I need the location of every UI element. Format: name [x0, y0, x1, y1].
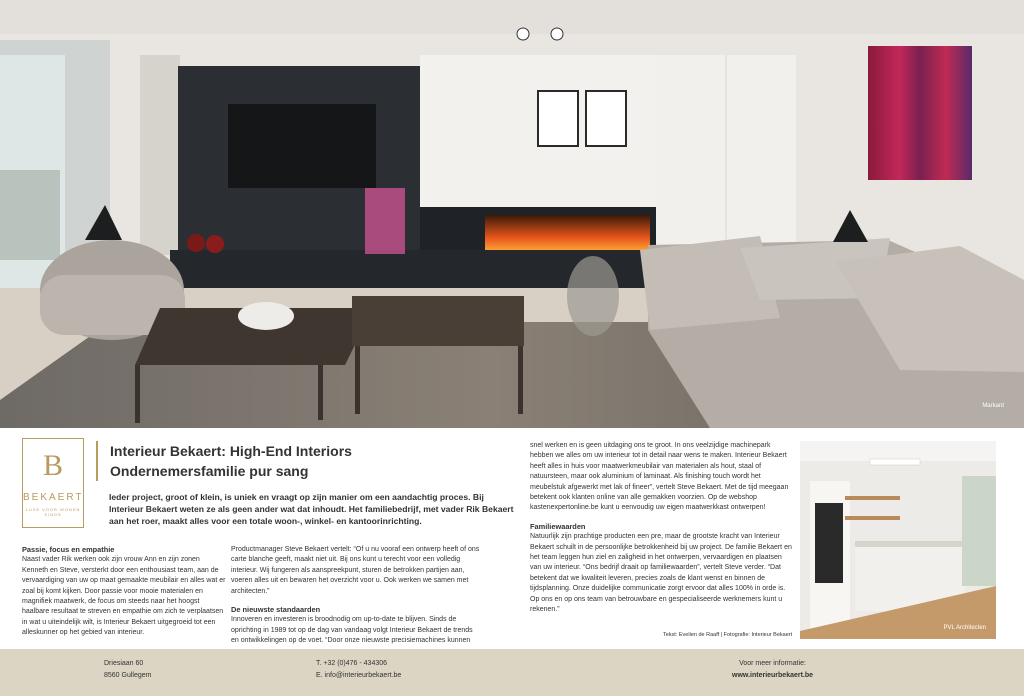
logo-tagline: LUXE VOOR WONEN SINDS	[25, 507, 81, 517]
footer-address	[104, 658, 151, 682]
footer-phone: T. +32 (0)476 - 434306	[316, 660, 388, 667]
section-heading: Familiewaarden	[530, 521, 586, 531]
body-paragraph: Innoveren en investeren is broodnodig om up-to-date te blijven. Sinds de oprichting in 1989 tot op de dag van vandaag volgt Interieur Bekaert de trends en ontwikkelingen op de voet. “Door onze nieuwste precisiemachines kunnen	[231, 616, 473, 645]
footer-contact	[316, 658, 401, 682]
body-paragraph: Natuurlijk zijn prachtige producten een pre, maar de grootste kracht van Interieur Bekaert schuilt in de persoonlijke betrokkenheid bij uw project. De familie Bekaert en het team leggen hun ziel en zaligheid in het ontwerpen, vervaardigen en plaatsen van uw interieur. “Ons bedrijf draait op familiewaarden”, vertelt Steve verder. “Dat betekent dat we kwaliteit leveren, precies zoals de klant wenst en binnen de tijdsplanning. Onze duidelijke communicatie zorgt ervoor dat alles 100% in orde is. Op ons en op ons team van betrouwbare en gespecialiseerde werknemers kunt u rekenen.”	[530, 533, 792, 614]
footer-bar	[0, 649, 1024, 696]
article-headline	[96, 441, 530, 481]
footer-city: 8560 Gullegem	[104, 672, 152, 679]
footer-more-label: Voor meer informatie:	[739, 660, 806, 667]
footer-website: www.interieurbekaert.be	[732, 672, 814, 679]
headline-line-2: Ondernemersfamilie pur sang	[110, 463, 309, 479]
headline-line-1: Interieur Bekaert: High-End Interiors	[110, 443, 352, 459]
column-1	[22, 545, 227, 639]
logo-name: BEKAERT	[23, 492, 84, 503]
logo-letter: B	[42, 449, 63, 482]
article-credits: Tekst: Evelien de Raaff | Fotografie: Interieur Bekaert	[663, 632, 793, 638]
kitchen-photo-credit: PVL Architecten	[943, 625, 986, 631]
footer-email: E. info@interieurbekaert.be	[316, 672, 402, 679]
body-paragraph: snel werken en is geen uitdaging ons te groot. In ons veelzijdige machinepark hebben we alles om uw interieur tot in detail naar wens te maken. Interieur Bekaert heeft alles in huis voor maatwerkmeubilair van materialen als hout, staal of natuursteen, maar ook aluminium of laminaat. Als finishing touch wordt het meubelstuk afgewerkt met lak of fineer”, vertelt Steve Bekaert. Met de tijd meegaan betekent ook klanten online van alle gemakken voorzien. Op de webshop kastenexpertonline.be kunt u eenvoudig uw eigen maatwerkkast ontwerpen!	[530, 442, 789, 512]
column-2	[231, 545, 481, 657]
footer-more-info	[732, 658, 813, 682]
bekaert-logo	[22, 438, 84, 528]
footer-street: Driesiaan 60	[104, 660, 144, 667]
section-heading: De nieuwste standaarden	[231, 605, 321, 615]
column-3	[530, 441, 792, 616]
body-paragraph: Naast vader Rik werken ook zijn vrouw Ann en zijn zonen Kenneth en Steve, versterkt door een enthousiast team, aan de vervaardiging van uw op maat gemaakte meubilair en alles wat er zoal bij komt kijken. Door passie voor mooie materialen en magnifiek maatwerk, de focus om steeds naar het hoogst haalbare resultaat te streven en empathie om zich te verplaatsen in wat u uiteindelijk wilt, is Interieur Bekaert uitgegroeid tot een alleskunner op het gebied van interieur.	[22, 556, 226, 637]
section-heading: Passie, focus en empathie	[22, 545, 115, 554]
hero-photo-credit: Markant	[982, 403, 1004, 409]
kitchen-illustration	[800, 441, 996, 639]
kitchen-photo	[800, 441, 996, 639]
intro-paragraph: Ieder project, groot of klein, is uniek en vraagt op zijn manier om een aandachtig proces. Bij Interieur Bekaert weten ze als geen ander wat dat inhoudt. Het familiebedrijf, met vader Rik Bekaert aan het roer, maakt alles voor een totale woon-, winkel- en kantoorinrichting.	[109, 492, 514, 526]
body-paragraph: Productmanager Steve Bekaert vertelt: “Of u nu vooraf een ontwerp heeft of ons carte blanche geeft, maakt niet uit. Bij ons kunt u terecht voor een volledig interieur. Wij fungeren als aanspreekpunt, sturen de betrokken partijen aan, voeren alles uit en bewaren het overzicht voor u. Ook werken we samen met architecten.”	[231, 546, 480, 595]
